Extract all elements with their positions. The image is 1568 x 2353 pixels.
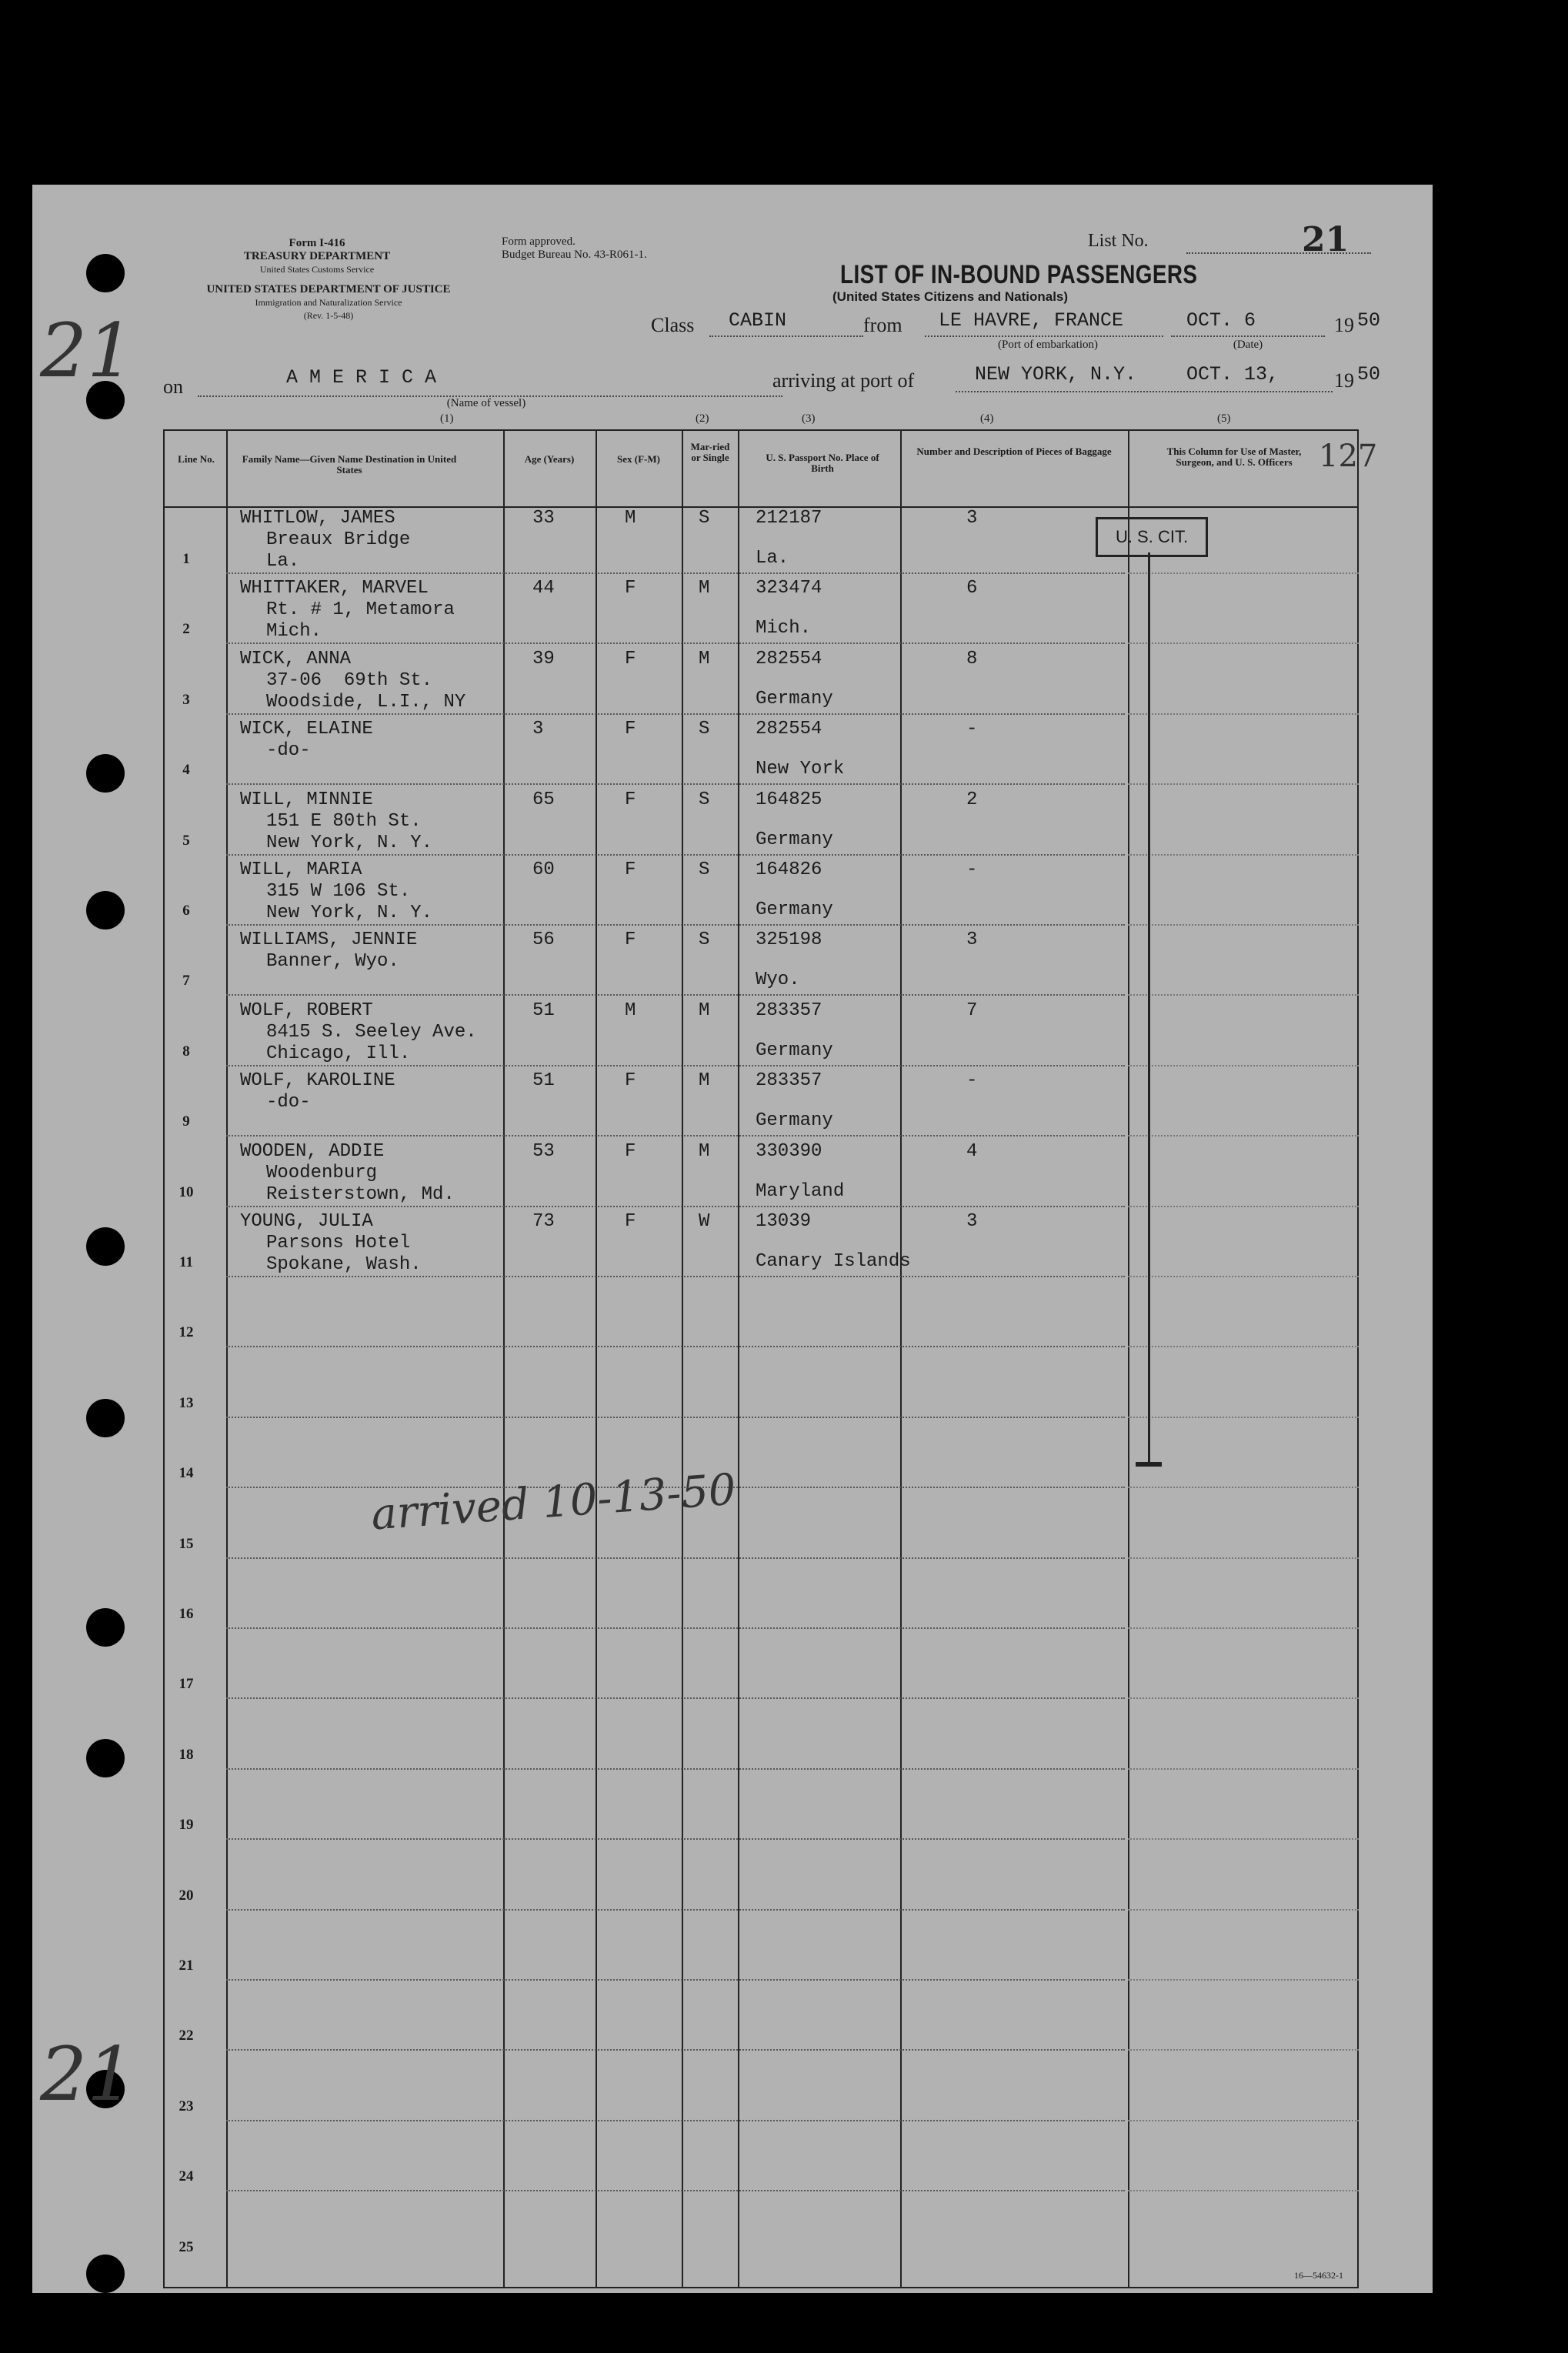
passenger-birthplace: Germany — [756, 1040, 833, 1061]
passenger-age: 3 — [532, 719, 544, 740]
row-divider — [1128, 572, 1359, 574]
row-divider — [1128, 1417, 1359, 1418]
passenger-passport-no: 164825 — [756, 789, 822, 810]
row-divider — [1128, 1135, 1359, 1136]
row-divider — [226, 994, 1125, 996]
passenger-passport-no: 283357 — [756, 1070, 822, 1092]
row-divider — [1128, 1838, 1359, 1840]
passenger-name: WICK, ANNA — [240, 648, 352, 669]
line-number: 3 — [182, 691, 190, 708]
from-line — [925, 335, 1163, 337]
passenger-passport-no: 164826 — [756, 859, 822, 880]
binder-hole — [86, 1739, 125, 1777]
margin-number-bottom: 21 — [40, 2031, 135, 2118]
passenger-destination: New York, N. Y. — [266, 832, 433, 853]
binder-hole — [86, 754, 125, 793]
passenger-age: 73 — [532, 1211, 555, 1232]
line-number: 17 — [178, 1676, 194, 1693]
budget-bureau: Budget Bureau No. 43-R061-1. — [502, 249, 647, 261]
passenger-marital-status: M — [699, 578, 710, 599]
passenger-baggage: 7 — [966, 1000, 978, 1021]
arrival-date: OCT. 13, — [1186, 363, 1279, 385]
passenger-marital-status: S — [699, 789, 710, 810]
line-number: 13 — [178, 1394, 194, 1411]
line-number: 12 — [178, 1324, 194, 1341]
colnum-5: (5) — [1217, 412, 1231, 425]
col-divider — [503, 431, 505, 2287]
row-divider — [1128, 1065, 1359, 1066]
passenger-name: WHITTAKER, MARVEL — [240, 578, 429, 599]
passenger-birthplace: Maryland — [756, 1180, 845, 1202]
col-divider — [900, 431, 902, 2287]
passenger-age: 51 — [532, 1000, 555, 1021]
col-head-name: Family Name—Given Name Destination in United States — [242, 453, 457, 476]
row-divider — [1128, 1768, 1359, 1770]
row-divider — [1128, 1346, 1359, 1347]
col-head-age: Age (Years) — [524, 453, 575, 465]
on-label: on — [163, 375, 183, 398]
vessel-name: A M E R I C A — [286, 366, 437, 389]
line-number: 2 — [182, 621, 190, 638]
passenger-passport-no: 13039 — [756, 1211, 812, 1232]
passenger-birthplace: Wyo. — [756, 970, 800, 991]
passenger-name: YOUNG, JULIA — [240, 1211, 373, 1232]
passenger-name: WOLF, KAROLINE — [240, 1070, 395, 1092]
passenger-name: WOODEN, ADDIE — [240, 1140, 385, 1162]
passenger-destination: Parsons Hotel — [266, 1233, 411, 1253]
passenger-age: 39 — [532, 648, 555, 669]
col-head-passport: U. S. Passport No. Place of Birth — [766, 452, 879, 474]
passenger-marital-status: M — [699, 1070, 710, 1092]
passenger-birthplace: Germany — [756, 688, 833, 709]
passenger-sex: F — [625, 648, 636, 669]
passenger-birthplace: New York — [756, 759, 845, 780]
passenger-marital-status: W — [699, 1211, 710, 1232]
passenger-passport-no: 323474 — [756, 578, 822, 599]
port-line — [956, 391, 1333, 392]
stamp-bracket-end — [1136, 1462, 1162, 1467]
passenger-baggage: 8 — [966, 648, 978, 669]
passenger-destination: -do- — [266, 740, 311, 762]
passenger-marital-status: M — [699, 1000, 710, 1021]
binder-hole — [86, 891, 125, 930]
class-line — [709, 335, 863, 337]
passenger-passport-no: 283357 — [756, 1000, 822, 1021]
passenger-sex: F — [625, 719, 636, 740]
row-divider — [1128, 1979, 1359, 1981]
row-divider — [1128, 1697, 1359, 1699]
col-head-line: Line No. — [178, 453, 215, 465]
col-divider — [1128, 431, 1129, 2287]
colnum-2: (2) — [696, 412, 709, 425]
row-divider — [226, 1909, 1125, 1911]
list-no-label: List No. — [1088, 231, 1149, 251]
passenger-name: WILL, MINNIE — [240, 789, 373, 810]
passenger-destination: New York, N. Y. — [266, 903, 433, 923]
from-value: LE HAVRE, FRANCE — [939, 309, 1124, 332]
col-divider — [682, 431, 683, 2287]
vessel-caption: (Name of vessel) — [446, 397, 526, 409]
line-number: 4 — [182, 762, 190, 779]
date-line — [1171, 335, 1325, 337]
passenger-age: 53 — [532, 1140, 555, 1162]
line-number: 10 — [178, 1183, 194, 1200]
passenger-destination: Spokane, Wash. — [266, 1254, 422, 1275]
row-divider — [226, 2049, 1125, 2051]
col-head-baggage: Number and Description of Pieces of Baggage — [916, 446, 1112, 457]
row-divider — [1128, 1627, 1359, 1629]
row-divider — [1128, 924, 1359, 926]
from-label: from — [863, 314, 902, 336]
arrival-year: 50 — [1357, 363, 1381, 385]
line-number: 25 — [178, 2238, 194, 2255]
list-no-value: 21 — [1302, 220, 1349, 259]
line-number: 14 — [178, 1465, 194, 1482]
passenger-passport-no: 282554 — [756, 719, 822, 740]
passenger-name: WICK, ELAINE — [240, 719, 373, 740]
row-divider — [1128, 713, 1359, 715]
passenger-destination: La. — [266, 551, 300, 572]
us-citizen-stamp: U. S. CIT. — [1096, 517, 1208, 557]
passenger-name: WOLF, ROBERT — [240, 1000, 373, 1021]
passenger-destination: Banner, Wyo. — [266, 951, 399, 973]
passenger-destination: Mich. — [266, 621, 322, 642]
col-divider — [596, 431, 597, 2287]
binder-hole — [86, 2255, 125, 2293]
binder-hole — [86, 1608, 125, 1647]
line-number: 20 — [178, 1887, 194, 1904]
line-number: 19 — [178, 1817, 194, 1834]
passenger-destination: Woodenburg — [266, 1162, 378, 1183]
col-divider — [738, 431, 739, 2287]
passenger-age: 51 — [532, 1070, 555, 1092]
row-divider — [226, 2120, 1125, 2121]
passenger-sex: F — [625, 1140, 636, 1162]
line-number: 7 — [182, 973, 190, 990]
treasury-label: TREASURY DEPARTMENT — [243, 250, 391, 262]
passenger-age: 65 — [532, 789, 555, 810]
row-divider — [1128, 994, 1359, 996]
date-caption: (Date) — [1233, 339, 1263, 351]
passenger-baggage: 2 — [966, 789, 978, 810]
colnum-3: (3) — [802, 412, 816, 425]
passenger-birthplace: Canary Islands — [756, 1251, 911, 1272]
passenger-passport-no: 282554 — [756, 648, 822, 669]
passenger-marital-status: M — [699, 1140, 710, 1162]
passenger-marital-status: S — [699, 859, 710, 880]
embark-caption: (Port of embarkation) — [998, 339, 1098, 351]
col-head-officers: This Column for Use of Master, Surgeon, and U. S. Officers — [1166, 446, 1302, 468]
passenger-destination: -do- — [266, 1092, 311, 1113]
passenger-age: 60 — [532, 859, 555, 880]
passenger-marital-status: S — [699, 719, 710, 740]
row-divider — [1128, 2190, 1359, 2191]
row-divider — [1128, 2049, 1359, 2051]
arrival-year-prefix: 19 — [1334, 369, 1354, 392]
passenger-name: WILLIAMS, JENNIE — [240, 930, 418, 951]
line-number: 16 — [178, 1606, 194, 1622]
passenger-name: WHITLOW, JAMES — [240, 508, 395, 529]
stamp-bracket-line — [1148, 552, 1150, 1465]
row-divider — [226, 2190, 1125, 2191]
passenger-age: 33 — [532, 508, 555, 529]
page-subtitle: (United States Citizens and Nationals) — [832, 289, 1069, 304]
row-divider — [1128, 1909, 1359, 1911]
passenger-baggage: - — [966, 1070, 978, 1092]
passenger-birthplace: Germany — [756, 829, 833, 850]
line-number: 5 — [182, 832, 190, 849]
passenger-baggage: 3 — [966, 1211, 978, 1232]
page-title: LIST OF IN-BOUND PASSENGERS — [840, 260, 1198, 289]
line-number: 11 — [179, 1254, 193, 1270]
line-number: 9 — [182, 1113, 190, 1130]
row-divider — [226, 1768, 1125, 1770]
class-label: Class — [651, 314, 695, 336]
row-divider — [1128, 1206, 1359, 1207]
justice-label: UNITED STATES DEPARTMENT OF JUSTICE — [206, 283, 451, 295]
row-divider — [226, 1557, 1125, 1559]
row-divider — [1128, 783, 1359, 785]
row-divider — [226, 1627, 1125, 1629]
col-head-married: Mar-ried or Single — [690, 441, 730, 463]
row-divider — [226, 1346, 1125, 1347]
class-value: CABIN — [729, 309, 787, 332]
justice-block — [163, 283, 494, 322]
row-divider — [1128, 1276, 1359, 1277]
row-divider — [1128, 1487, 1359, 1488]
passenger-sex: F — [625, 1211, 636, 1232]
passenger-age: 56 — [532, 930, 555, 951]
ins-label: Immigration and Naturalization Service — [255, 297, 402, 308]
passenger-birthplace: Germany — [756, 899, 833, 920]
passenger-sex: F — [625, 859, 636, 880]
passenger-destination: Chicago, Ill. — [266, 1043, 411, 1064]
passenger-baggage: 4 — [966, 1140, 978, 1162]
passenger-passport-no: 330390 — [756, 1140, 822, 1162]
passenger-baggage: - — [966, 719, 978, 740]
row-divider — [226, 783, 1125, 785]
margin-number-top: 21 — [40, 308, 135, 394]
form-approved: Form approved. — [502, 235, 575, 248]
year-value: 50 — [1357, 309, 1381, 332]
row-divider — [1128, 1557, 1359, 1559]
arriving-label: arriving at port of — [772, 369, 915, 392]
passenger-sex: M — [625, 1000, 636, 1021]
passenger-passport-no: 212187 — [756, 508, 822, 529]
line-number: 18 — [178, 1746, 194, 1763]
row-divider — [226, 1697, 1125, 1699]
passenger-destination: 151 E 80th St. — [266, 810, 422, 832]
passenger-destination: 37-06 69th St. — [266, 669, 433, 691]
binder-hole — [86, 1227, 125, 1266]
row-divider — [1128, 854, 1359, 856]
row-divider — [1128, 642, 1359, 644]
row-divider — [226, 1135, 1125, 1136]
row-divider — [1128, 2120, 1359, 2121]
colnum-1: (1) — [440, 412, 454, 425]
row-divider — [226, 1417, 1125, 1418]
row-divider — [226, 572, 1125, 574]
passenger-birthplace: La. — [756, 548, 789, 569]
passenger-destination: 315 W 106 St. — [266, 881, 411, 902]
passenger-marital-status: S — [699, 930, 710, 951]
customs-label: United States Customs Service — [259, 264, 375, 275]
line-number: 8 — [182, 1043, 190, 1060]
footer-code: 16—54632-1 — [1294, 2270, 1343, 2281]
row-divider — [226, 1979, 1125, 1981]
passenger-marital-status: M — [699, 648, 710, 669]
passenger-age: 44 — [532, 578, 555, 599]
form-agency-block — [217, 237, 417, 276]
colnum-4: (4) — [980, 412, 994, 425]
form-number: Form I-416 — [289, 237, 345, 249]
passenger-baggage: 6 — [966, 578, 978, 599]
passenger-birthplace: Germany — [756, 1110, 833, 1132]
passenger-destination: Woodside, L.I., NY — [266, 691, 466, 713]
col-divider — [226, 431, 228, 2287]
passenger-marital-status: S — [699, 508, 710, 529]
line-number: 1 — [182, 551, 190, 567]
passenger-baggage: 3 — [966, 930, 978, 951]
row-divider — [226, 1838, 1125, 1840]
binder-hole — [86, 254, 125, 292]
manifest-sheet — [32, 185, 1433, 2293]
passenger-destination: Reisterstown, Md. — [266, 1183, 455, 1205]
page-number: 127 — [1319, 439, 1378, 474]
passenger-name: WILL, MARIA — [240, 859, 362, 880]
binder-hole — [86, 1399, 125, 1437]
passenger-destination: Breaux Bridge — [266, 529, 411, 550]
passenger-birthplace: Mich. — [756, 618, 812, 639]
line-number: 21 — [178, 1957, 194, 1974]
passenger-sex: F — [625, 930, 636, 951]
approval-block — [502, 235, 717, 262]
port-value: NEW YORK, N.Y. — [975, 363, 1137, 385]
line-number: 15 — [178, 1535, 194, 1552]
revision-label: (Rev. 1-5-48) — [303, 310, 354, 321]
line-number: 24 — [178, 2168, 194, 2185]
passenger-baggage: 3 — [966, 508, 978, 529]
year-prefix: 19 — [1334, 314, 1354, 336]
passenger-destination: 8415 S. Seeley Ave. — [266, 1021, 477, 1043]
line-number: 6 — [182, 903, 190, 919]
line-number: 22 — [178, 2028, 194, 2044]
passenger-sex: F — [625, 578, 636, 599]
col-head-sex: Sex (F-M) — [617, 453, 660, 465]
passenger-sex: F — [625, 1070, 636, 1092]
line-number: 23 — [178, 2098, 194, 2114]
row-divider — [226, 642, 1125, 644]
date-value: OCT. 6 — [1186, 309, 1256, 332]
passenger-destination: Rt. # 1, Metamora — [266, 599, 455, 621]
passenger-sex: M — [625, 508, 636, 529]
passenger-passport-no: 325198 — [756, 930, 822, 951]
passenger-baggage: - — [966, 859, 978, 880]
passenger-sex: F — [625, 789, 636, 810]
handwritten-note: arrived 10-13-50 — [369, 1464, 738, 1540]
